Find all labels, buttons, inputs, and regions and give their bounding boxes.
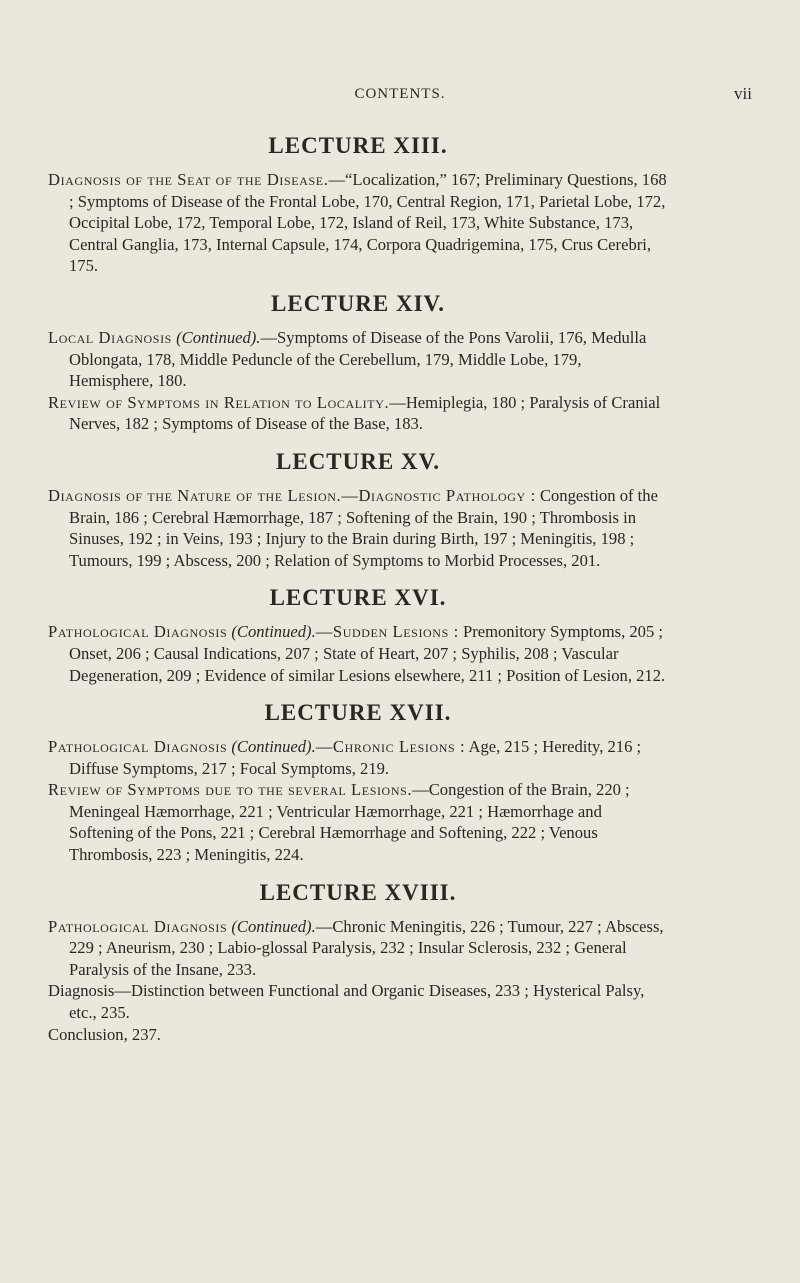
entry-body: —Symptoms of Disease of the Pons Varolii, 176, Medulla Oblongata, 178, Middle Peduncle of the Cerebellum, 179, Middle Lobe, 179, Hemisphere, 180. xyxy=(69,327,647,391)
entry-body: —Congestion of the Brain, 220 ; Meningeal Hæmorrhage, 221 ; Ventricular Hæmorrhage, 221 ; Hæmorrhage and Softening of the Pons, 221 ; Cerebral Hæmorrhage and Softening, 222 ; Venous Thrombosis, 223 ; Meningitis, 224. xyxy=(69,780,630,865)
contents-entry xyxy=(48,736,668,779)
lecture-title: LECTURE XIV. xyxy=(271,290,445,316)
lecture-13 xyxy=(48,133,668,277)
entry-heading: Review of Symptoms due to the several Lesions. xyxy=(48,780,413,800)
entry-subheading: —Diagnostic Pathology : xyxy=(341,485,536,505)
entry-continued: (Continued). xyxy=(231,916,316,936)
lecture-17 xyxy=(48,700,668,866)
lecture-title: LECTURE XVIII. xyxy=(259,879,457,905)
lecture-title: LECTURE XIII. xyxy=(268,133,448,158)
contents-entry xyxy=(48,779,668,865)
entry-body: Conclusion, 237. xyxy=(48,1024,161,1044)
lecture-14 xyxy=(48,291,668,435)
entry-heading: Pathological Diagnosis xyxy=(48,737,228,757)
contents-entry xyxy=(48,485,668,571)
entry-subheading: —Sudden Lesions : xyxy=(315,622,459,642)
contents-list xyxy=(48,133,668,1059)
entry-heading: Review of Symptoms in Relation to Locality. xyxy=(48,392,390,412)
entry-heading: Pathological Diagnosis xyxy=(48,622,228,642)
contents-entry xyxy=(48,392,668,435)
running-title: CONTENTS. xyxy=(354,86,446,102)
contents-entry xyxy=(48,980,668,1023)
contents-entry xyxy=(48,621,668,686)
entry-heading: Local Diagnosis xyxy=(48,327,172,347)
lecture-title: LECTURE XVI. xyxy=(269,585,447,611)
entry-subheading: —Chronic Lesions : xyxy=(315,737,466,757)
contents-entry xyxy=(48,169,668,277)
lecture-16 xyxy=(48,585,668,686)
entry-continued: (Continued). xyxy=(231,737,316,757)
entry-body: Age, 215 ; Heredity, 216 ; Diffuse Symptoms, 217 ; Focal Symptoms, 219. xyxy=(69,737,642,778)
entry-heading: Diagnosis of the Nature of the Lesion. xyxy=(48,485,342,505)
contents-entry xyxy=(48,327,668,392)
entry-body: Premonitory Symptoms, 205 ; Onset, 206 ; Causal Indications, 207 ; State of Heart, 207 ; Syphilis, 208 ; Vascular Degeneration, 209 ; Evidence of similar Lesions elsewhere, 211 ; Position of Lesion, 212. xyxy=(69,622,666,685)
lecture-title: LECTURE XV. xyxy=(276,448,440,474)
entry-continued: (Continued). xyxy=(176,327,261,347)
entry-continued: (Continued). xyxy=(231,622,316,642)
lecture-18 xyxy=(48,880,668,1046)
entry-body: —Chronic Meningitis, 226 ; Tumour, 227 ; Abscess, 229 ; Aneurism, 230 ; Labio-glossal Paralysis, 232 ; Insular Sclerosis, 232 ; General Paralysis of the Insane, 233. xyxy=(69,916,664,979)
entry-heading: Pathological Diagnosis xyxy=(48,916,228,936)
contents-entry xyxy=(48,1024,668,1046)
entry-body: Congestion of the Brain, 186 ; Cerebral Hæmorrhage, 187 ; Softening of the Brain, 190 ; Thrombosis in Sinuses, 192 ; in Veins, 193 ; Injury to the Brain during Birth, 197 ; Meningitis, 198 ; Tumours, 199 ; Abscess, 200 ; Relation of Symptoms to Morbid Processes, 201. xyxy=(69,485,658,570)
entry-body: Diagnosis—Distinction between Functional and Organic Diseases, 233 ; Hysterical Palsy, etc., 235. xyxy=(48,981,645,1023)
lecture-15 xyxy=(48,449,668,571)
lecture-title: LECTURE XVII. xyxy=(264,700,452,726)
contents-entry xyxy=(48,916,668,981)
page-number: vii xyxy=(734,84,752,103)
entry-heading: Diagnosis of the Seat of the Disease. xyxy=(48,170,329,189)
entry-body: —Hemiplegia, 180 ; Paralysis of Cranial Nerves, 182 ; Symptoms of Disease of the Base, 183. xyxy=(69,392,661,434)
entry-body: —“Localization,” 167; Preliminary Questions, 168 ; Symptoms of Disease of the Frontal Lobe, 170, Central Region, 171, Parietal Lobe, 172, Occipital Lobe, 172, Temporal Lobe, 172, Island of Reil, 173, White Substance, 173, Central Ganglia, 173, Internal Capsule, 174, Corpora Quadrigemina, 175, Crus Cerebri, 175. xyxy=(69,170,667,276)
